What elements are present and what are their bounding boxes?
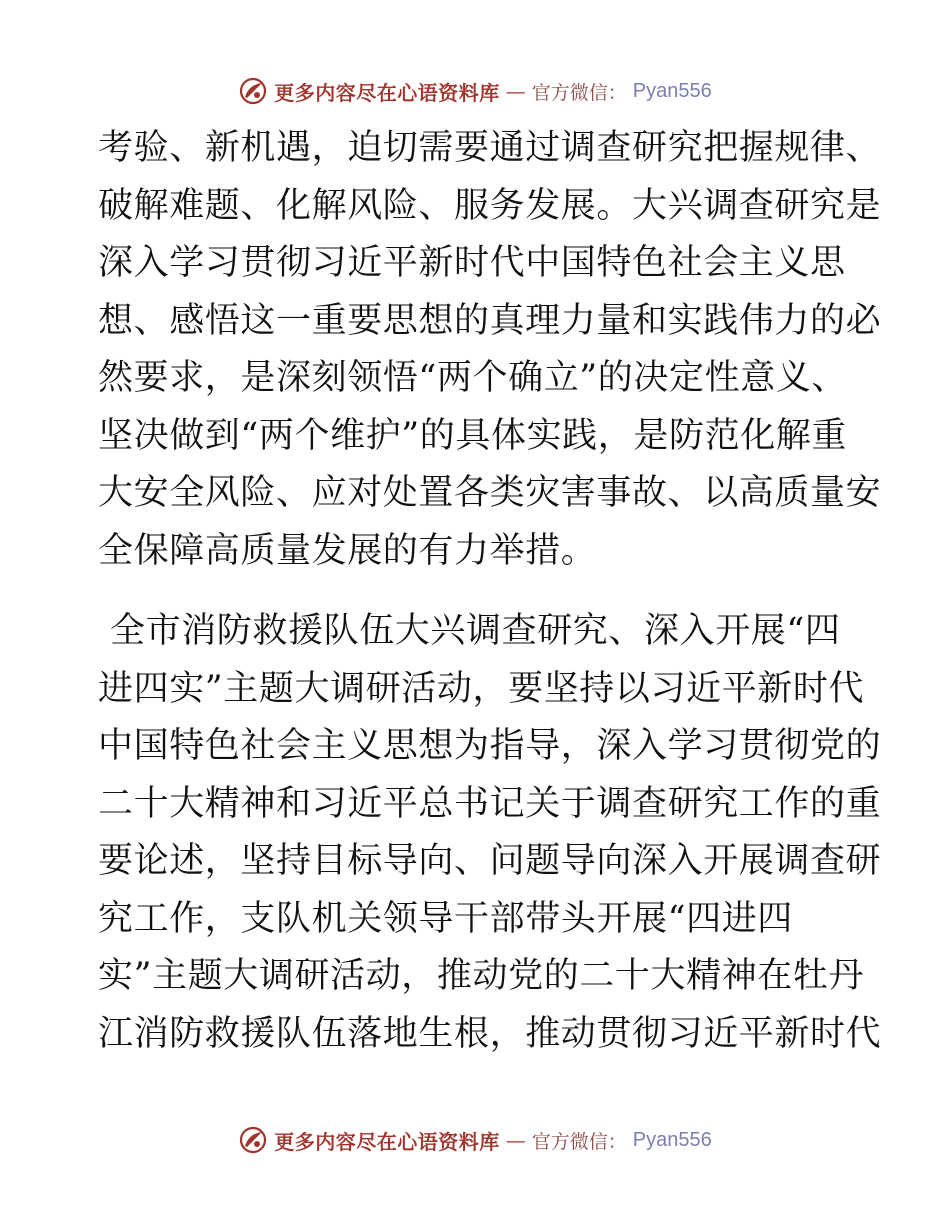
watermark-wechat-label: 官方微信：: [531, 81, 627, 104]
text-line: 要论述，坚持目标导向、问题导向深入开展调查研: [98, 841, 882, 881]
text-line: 深入学习贯彻习近平新时代中国特色社会主义思: [98, 243, 846, 283]
text-line: 进四实”主题大调研活动，要坚持以习近平新时代: [98, 668, 865, 709]
paragraph-2: [98, 603, 882, 1063]
watermark-wechat-id: Pyan556: [632, 79, 712, 102]
paragraph-1: [98, 120, 882, 580]
text-line: 全市消防救援队伍大兴调查研究、深入开展“四: [110, 611, 841, 651]
watermark-dash: —: [505, 79, 526, 103]
header-watermark: [0, 71, 950, 111]
text-line: 破解难题、化解风险、服务发展。大兴调查研究是: [98, 185, 882, 226]
text-line: 考验、新机遇，迫切需要通过调查研究把握规律、: [98, 128, 882, 168]
watermark-brand: 更多内容尽在心语资料库: [274, 1129, 500, 1154]
text-line: 中国特色社会主义思想为指导，深入学习贯彻党的: [98, 726, 882, 766]
text-line: 大安全风险、应对处置各类灾害事故、以高质量安: [98, 473, 882, 513]
text-line: 二十大精神和习近平总书记关于调查研究工作的重: [98, 783, 882, 824]
text-line: 坚决做到“两个维护”的具体实践，是防范化解重: [98, 415, 847, 456]
logo-icon: [238, 76, 268, 106]
text-line: 实”主题大调研活动，推动党的二十大精神在牡丹: [98, 956, 865, 996]
watermark-brand: 更多内容尽在心语资料库: [274, 80, 500, 105]
watermark-wechat-label: 官方微信：: [531, 1130, 627, 1153]
watermark-wechat-id: Pyan556: [632, 1128, 712, 1151]
text-line: 想、感悟这一重要思想的真理力量和实践伟力的必: [98, 300, 882, 341]
text-line: 然要求，是深刻领悟“两个确立”的决定性意义、: [98, 358, 847, 398]
footer-watermark: [0, 1120, 950, 1160]
text-line: 全保障高质量发展的有力举措。: [98, 530, 597, 571]
logo-icon: [238, 1125, 268, 1155]
text-line: 究工作，支队机关领导干部带头开展“四进四: [98, 898, 793, 939]
text-line: 江消防救援队伍落地生根，推动贯彻习近平新时代: [98, 1013, 882, 1054]
watermark-dash: —: [505, 1128, 526, 1152]
